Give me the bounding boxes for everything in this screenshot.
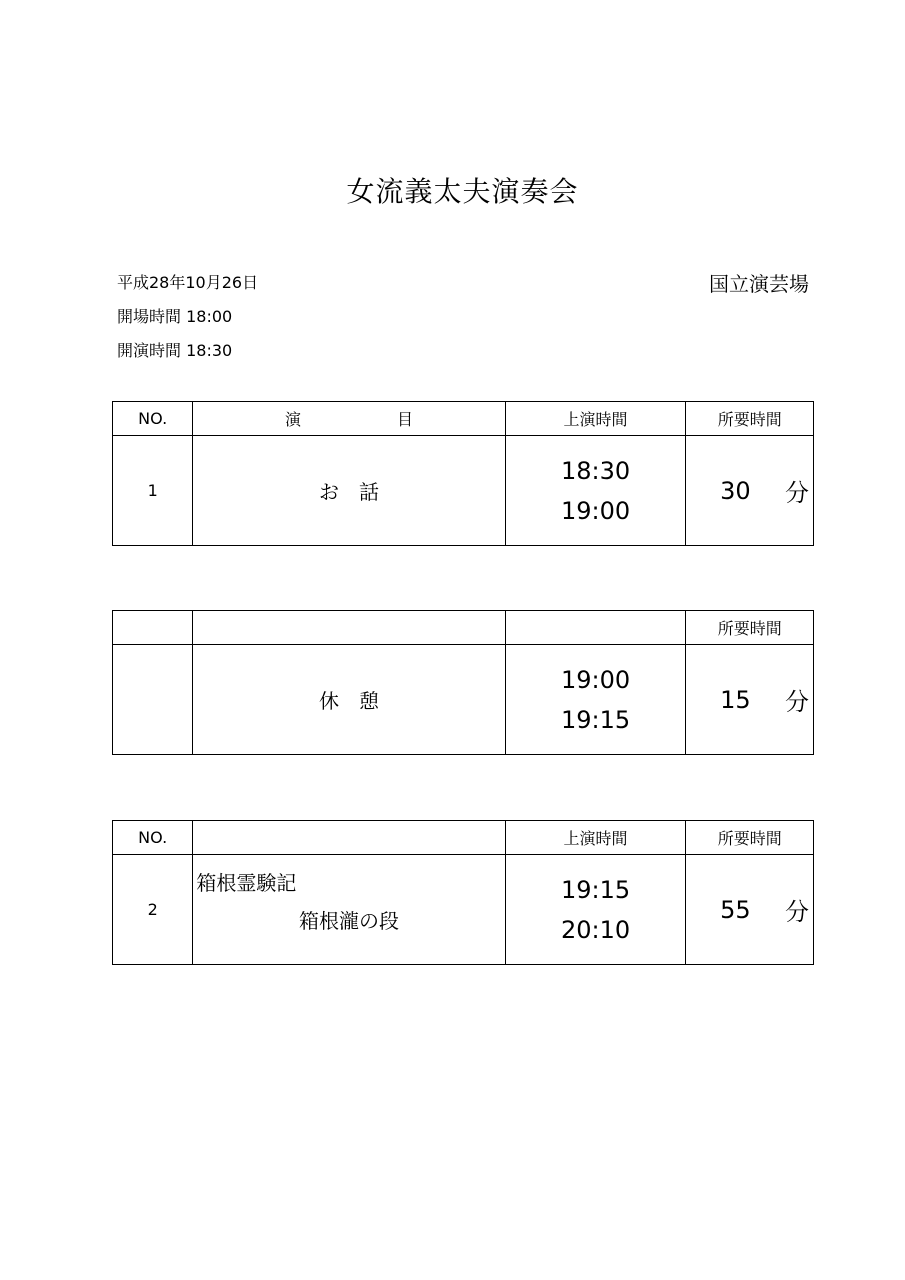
header-show-time: 上演時間 xyxy=(505,402,686,436)
program-title xyxy=(193,436,505,546)
start-time: 19:15 xyxy=(560,875,631,904)
header-duration: 所要時間 xyxy=(686,402,814,436)
header-program xyxy=(193,402,505,436)
show-time-range xyxy=(505,645,686,755)
header-empty xyxy=(505,611,686,645)
header-duration: 所要時間 xyxy=(686,821,814,855)
program-title xyxy=(193,645,505,755)
duration-cell xyxy=(686,855,814,965)
table-header-row xyxy=(113,611,814,645)
duration-unit: 分 xyxy=(785,479,809,507)
duration-value: 55 xyxy=(720,895,751,924)
table-row xyxy=(113,436,814,546)
duration-unit: 分 xyxy=(785,898,809,926)
end-time: 19:15 xyxy=(560,705,631,734)
venue-name: 国立演芸場 xyxy=(709,272,809,296)
duration-value: 30 xyxy=(720,476,751,505)
header-program-right: 目 xyxy=(397,410,414,429)
table-row xyxy=(113,645,814,755)
doors-open-time: 開場時間 18:00 xyxy=(117,307,233,326)
program-title-main: 箱根霊験記 xyxy=(196,871,297,895)
program-number: 1 xyxy=(113,436,193,546)
event-date: 平成28年10月26日 xyxy=(117,273,259,292)
header-empty xyxy=(193,611,505,645)
duration-value: 15 xyxy=(720,685,751,714)
program-title-part-a: 休 xyxy=(319,689,339,713)
header-empty xyxy=(113,611,193,645)
header-program-left: 演 xyxy=(284,410,301,429)
table-header-row xyxy=(113,402,814,436)
header-empty xyxy=(193,821,505,855)
header-show-time: 上演時間 xyxy=(505,821,686,855)
show-time-range xyxy=(505,436,686,546)
show-time-range xyxy=(505,855,686,965)
program-title-part-b: 話 xyxy=(359,480,379,504)
duration-cell xyxy=(686,436,814,546)
start-time: 19:00 xyxy=(560,665,631,694)
performance-start-time: 開演時間 18:30 xyxy=(117,341,233,360)
table-header-row xyxy=(113,821,814,855)
page-title: 女流義太夫演奏会 xyxy=(346,175,579,208)
header-no: NO. xyxy=(113,821,193,855)
program-title-part-a: お xyxy=(319,480,339,504)
start-time: 18:30 xyxy=(560,456,631,485)
table-row xyxy=(113,855,814,965)
header-no: NO. xyxy=(113,402,193,436)
program-title xyxy=(193,855,505,965)
program-table-1 xyxy=(112,401,814,546)
program-number: 2 xyxy=(113,855,193,965)
program-table-2 xyxy=(112,820,814,965)
duration-unit: 分 xyxy=(785,688,809,716)
program-title-part-b: 憩 xyxy=(359,689,379,713)
program-title-sub: 箱根瀧の段 xyxy=(299,909,399,933)
end-time: 19:00 xyxy=(560,496,631,525)
duration-cell xyxy=(686,645,814,755)
end-time: 20:10 xyxy=(560,915,631,944)
program-table-intermission xyxy=(112,610,814,755)
program-number xyxy=(113,645,193,755)
header-duration: 所要時間 xyxy=(686,611,814,645)
